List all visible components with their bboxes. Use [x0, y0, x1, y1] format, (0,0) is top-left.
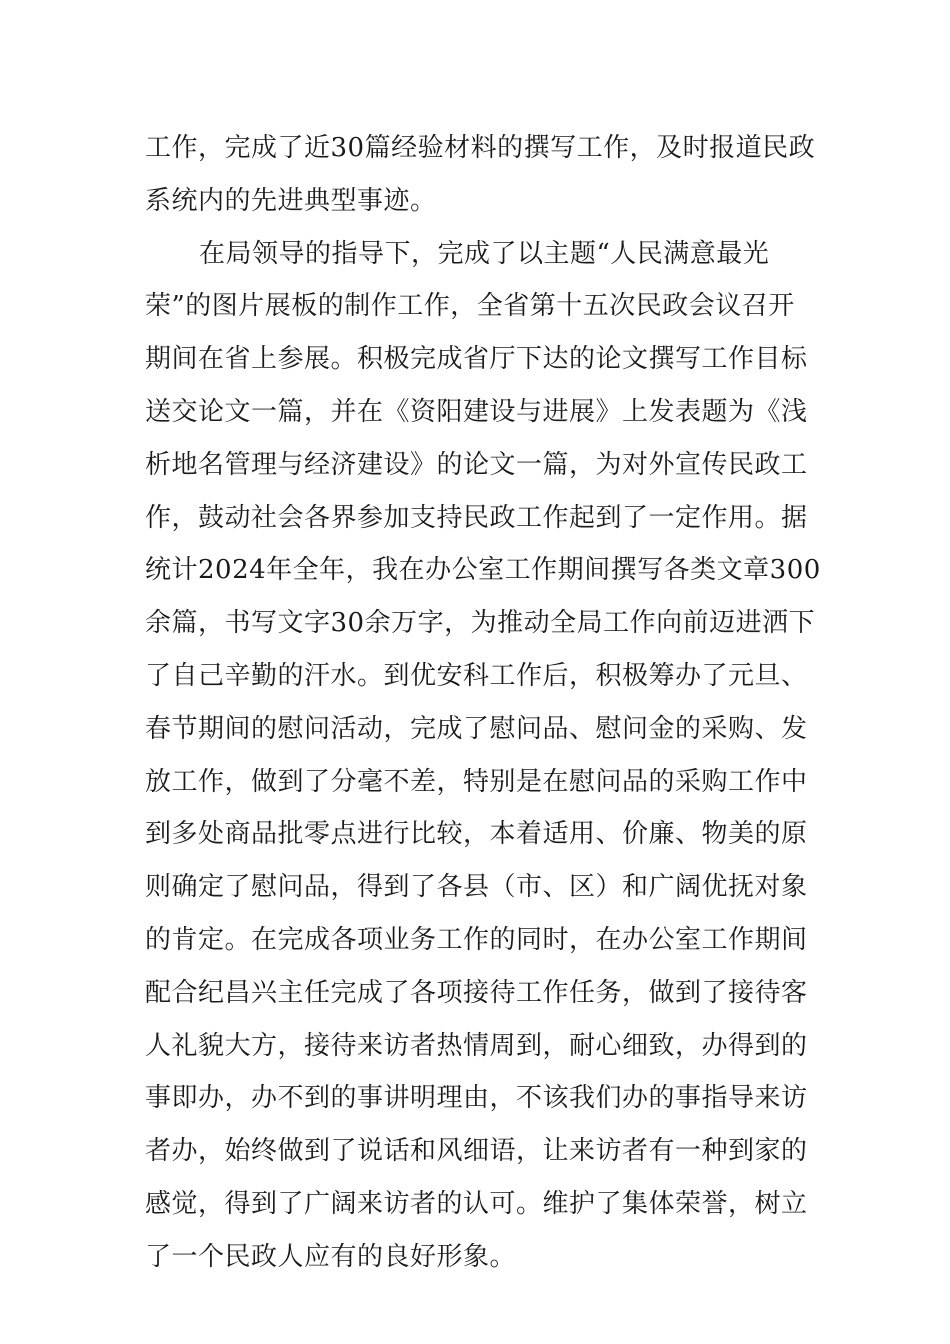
text-line: 的肯定。在完成各项业务工作的同时，在办公室工作期间 [145, 924, 808, 955]
text-line: 余篇，书写文字30余万字，为推动全局工作向前迈进洒下 [145, 608, 816, 639]
text-line: 析地名管理与经济建设》的论文一篇，为对外宣传民政工 [145, 449, 808, 480]
text-line: 感觉，得到了广阔来访者的认可。维护了集体荣誉，树立 [145, 1188, 808, 1219]
text-line: 统计2024年全年，我在办公室工作期间撰写各类文章300 [145, 555, 821, 586]
text-line: 荣”的图片展板的制作工作，全省第十五次民政会议召开 [145, 291, 795, 322]
text-line: 人礼貌大方，接待来访者热情周到，耐心细致，办得到的 [145, 1030, 808, 1061]
text-line: 配合纪昌兴主任完成了各项接待工作任务，做到了接待客 [145, 977, 808, 1008]
text-line: 了一个民政人应有的良好形象。 [145, 1241, 517, 1272]
text-line: 事即办，办不到的事讲明理由，不该我们办的事指导来访 [145, 1083, 808, 1114]
text-line: 者办，始终做到了说话和风细语，让来访者有一种到家的 [145, 1136, 808, 1167]
text-line: 了自己辛勤的汗水。到优安科工作后，积极筹办了元旦、 [145, 660, 808, 691]
text-line: 作，鼓动社会各界参加支持民政工作起到了一定作用。据 [145, 502, 808, 533]
text-line: 放工作，做到了分毫不差，特别是在慰问品的采购工作中 [145, 766, 808, 797]
text-line: 系统内的先进典型事迹。 [145, 185, 437, 216]
text-line: 期间在省上参展。积极完成省厅下达的论文撰写工作目标 [145, 344, 808, 375]
text-line: 则确定了慰问品，得到了各县（市、区）和广阔优抚对象 [145, 872, 808, 903]
paragraph-start-line: 在局领导的指导下，完成了以主题“人民满意最光 [199, 238, 770, 269]
text-line: 到多处商品批零点进行比较，本着适用、价廉、物美的原 [145, 819, 808, 850]
text-line: 工作，完成了近30篇经验材料的撰写工作，及时报道民政 [145, 133, 816, 163]
document-body [145, 122, 821, 1284]
text-line: 送交论文一篇，并在《资阳建设与进展》上发表题为《浅 [145, 396, 808, 427]
text-line: 春节期间的慰问活动，完成了慰问品、慰问金的采购、发 [145, 713, 808, 744]
